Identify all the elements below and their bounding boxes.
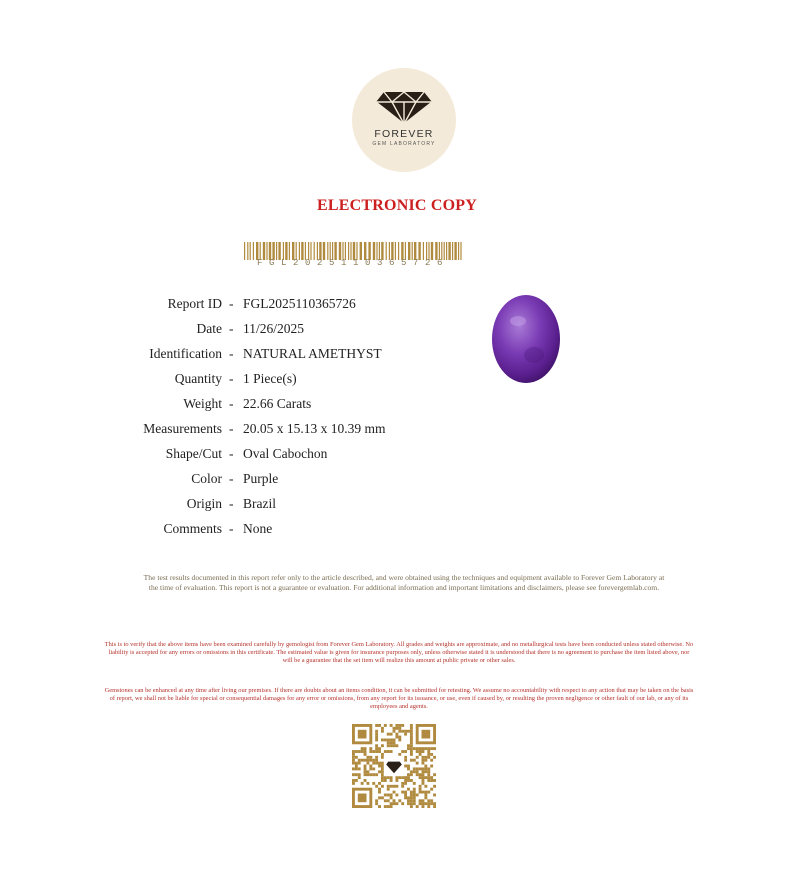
report-row-separator: -	[229, 396, 234, 411]
lab-logo	[352, 68, 456, 172]
qr-code	[352, 724, 436, 808]
report-row-value: 22.66 Carats	[243, 396, 312, 411]
report-row-separator: -	[229, 321, 234, 336]
report-row-label: Date	[196, 321, 222, 336]
report-row	[0, 446, 800, 466]
report-row-value: Brazil	[243, 496, 276, 511]
report-row-label: Weight	[183, 396, 222, 411]
report-row	[0, 421, 800, 441]
report-row-separator: -	[229, 296, 234, 311]
report-row-separator: -	[229, 496, 234, 511]
test-results-disclaimer: The test results documented in this report refer only to the article described, and were obtained using the techniques and equipment available to Forever Gem Laboratory at the time of evaluation. This report is not a guarantee or evaluation. For additional information and important limitations and disclaimers, please see forevergemlab.com.	[143, 573, 665, 592]
report-row-label: Origin	[186, 496, 222, 511]
report-row-value: Purple	[243, 471, 279, 486]
report-row	[0, 396, 800, 416]
report-row	[0, 471, 800, 491]
verification-disclaimer: This is to verify that the above items have been examined carefully by gemologist from Forever Gem Laboratory. All grades and weights are approximate, and no metallurgical tests have been conducted unless stated otherwise. No liability is accepted for any errors or omissions in this certificate. The estimated value is given for insurance purposes only, unless otherwise stated it is understood that there is no agreement to purchase the item listed above, nor will be a guarantee that the set item will realize this amount at public private or other sales.	[104, 641, 694, 665]
logo-name: FOREVER	[374, 128, 434, 140]
report-row-separator: -	[229, 346, 234, 361]
report-row-value: NATURAL AMETHYST	[243, 346, 382, 361]
amethyst-gem-image	[490, 293, 562, 385]
report-row-label: Shape/Cut	[165, 446, 222, 461]
report-row	[0, 496, 800, 516]
report-row-label: Quantity	[174, 371, 222, 386]
report-row-value: 1 Piece(s)	[243, 371, 297, 386]
report-row-separator: -	[229, 421, 234, 436]
report-row-separator: -	[229, 521, 234, 536]
report-row-label: Measurements	[143, 421, 222, 436]
report-row-label: Comments	[163, 521, 222, 536]
report-row	[0, 296, 800, 316]
report-row-label: Report ID	[167, 296, 222, 311]
report-row	[0, 346, 800, 366]
logo-subtitle: GEM LABORATORY	[372, 141, 436, 147]
report-row-separator: -	[229, 471, 234, 486]
report-row-value: FGL2025110365726	[243, 296, 356, 311]
report-row-label: Color	[191, 471, 222, 486]
report-row-separator: -	[229, 446, 234, 461]
report-row-separator: -	[229, 371, 234, 386]
page-title: ELECTRONIC COPY	[317, 197, 477, 214]
report-row	[0, 321, 800, 341]
report-row	[0, 521, 800, 541]
diamond-logo-icon	[374, 88, 434, 126]
report-row	[0, 371, 800, 391]
report-row-value: 11/26/2025	[243, 321, 305, 336]
report-row-value: 20.05 x 15.13 x 10.39 mm	[243, 421, 386, 436]
report-row-label: Identification	[149, 346, 222, 361]
report-row-value: Oval Cabochon	[243, 446, 328, 461]
enhancement-disclaimer: Gemstones can be enhanced at any time after living our premises. If there are doubts about an items condition, it can be submitted for retesting. We assume no accountability with respect to any action that may be taken on the basis of report, we shall not be liable for special or consequential damages for any error or omissions, from any report for its issuance, or use, even if caused by, or resulting the proven negligence or other fault of our lab, or any of its employees and agents.	[104, 687, 694, 711]
report-row-value: None	[243, 521, 273, 536]
barcode-text: FGL2025110365726	[256, 258, 449, 268]
